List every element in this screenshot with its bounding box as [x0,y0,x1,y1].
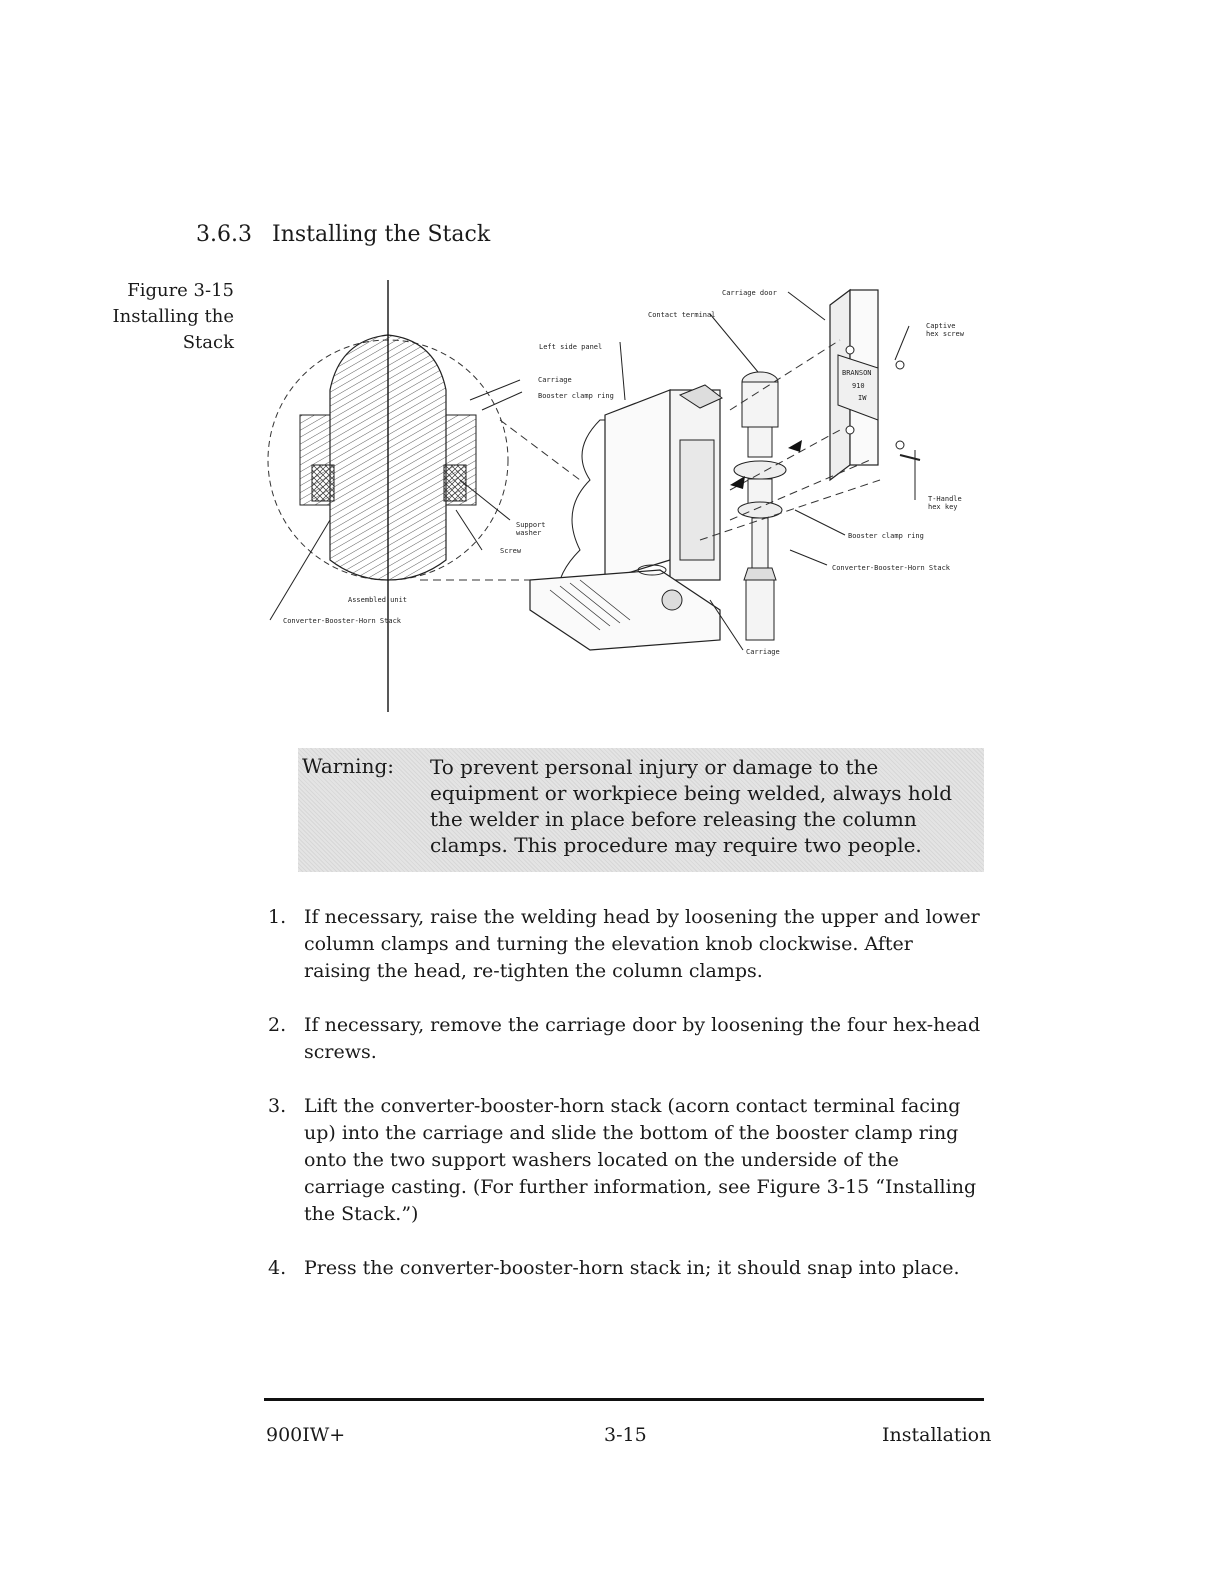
step-text: Lift the converter-booster-horn stack (acorn contact terminal facing up) into the carriage and slide the bottom of the booster clamp ring onto the two support washers located on the underside of the carriage casting. (For further information, see Figure 3-15 “Installing the Stack.”) [304,1095,977,1225]
step-number: 1. [268,906,287,928]
label-support-washer-2: washer [516,529,542,537]
door-brand-2: 910 [852,382,865,390]
footer-page-number: 3-15 [604,1424,647,1446]
label-captive-hex-screw-2: hex screw [926,330,964,338]
list-item [264,1012,984,1066]
label-screw: Screw [500,547,522,555]
label-captive-hex-screw-1: Captive [926,322,956,330]
converter-booster-horn-stack [734,372,786,640]
label-t-handle-1: T-Handle [928,495,962,503]
welder-carriage [530,385,722,650]
warning-text: To prevent personal injury or damage to the equipment or workpiece being welded, always hold the welder in place before releasing the column clamps. This procedure may require two people. [430,755,953,857]
arrow-icon [788,440,802,452]
section-number: 3.6.3 [196,222,252,247]
list-item [264,1255,984,1282]
door-brand-1: BRANSON [842,369,872,377]
instruction-steps [264,904,984,1309]
label-cbh-stack-left: Converter-Booster-Horn Stack [283,617,402,625]
arrow-icon [730,476,745,489]
label-booster-clamp-ring-right: Booster clamp ring [848,532,924,540]
label-carriage-door: Carriage door [722,289,777,297]
installation-diagram [260,280,990,720]
detail-view [268,280,580,712]
figure-caption-line2: Stack [182,332,234,353]
footer-divider [264,1398,984,1401]
door-brand-3: IW [858,394,867,402]
label-carriage-bottom: Carriage [746,648,780,656]
label-carriage-top: Carriage [538,376,572,384]
step-text: Press the converter-booster-horn stack in; it should snap into place. [304,1257,960,1279]
footer-chapter: Installation [882,1424,992,1446]
label-contact-terminal: Contact terminal [648,311,716,319]
warning-box [298,748,984,872]
figure-caption [100,278,234,356]
figure-caption-line1: Installing the [112,306,234,327]
list-item [264,904,984,985]
list-item [264,1093,984,1228]
label-t-handle-2: hex key [928,503,958,511]
section-title: Installing the Stack [272,222,491,247]
step-number: 3. [268,1095,287,1117]
step-text: If necessary, remove the carriage door by loosening the four hex-head screws. [304,1014,981,1063]
footer-product: 900IW+ [266,1424,346,1446]
label-assembled-unit: Assembled unit [348,596,408,604]
carriage-door [830,290,920,480]
warning-label: Warning: [302,754,395,778]
label-left-side-panel: Left side panel [539,343,603,351]
label-booster-clamp-ring-top: Booster clamp ring [538,392,614,400]
step-text: If necessary, raise the welding head by loosening the upper and lower column clamps and turning the elevation knob clockwise. After raising the head, re-tighten the column clamps. [304,906,980,982]
step-number: 2. [268,1014,287,1036]
step-number: 4. [268,1257,287,1279]
label-cbh-stack-right: Converter-Booster-Horn Stack [832,564,951,572]
figure-number: Figure 3-15 [127,280,234,301]
label-support-washer-1: Support [516,521,546,529]
